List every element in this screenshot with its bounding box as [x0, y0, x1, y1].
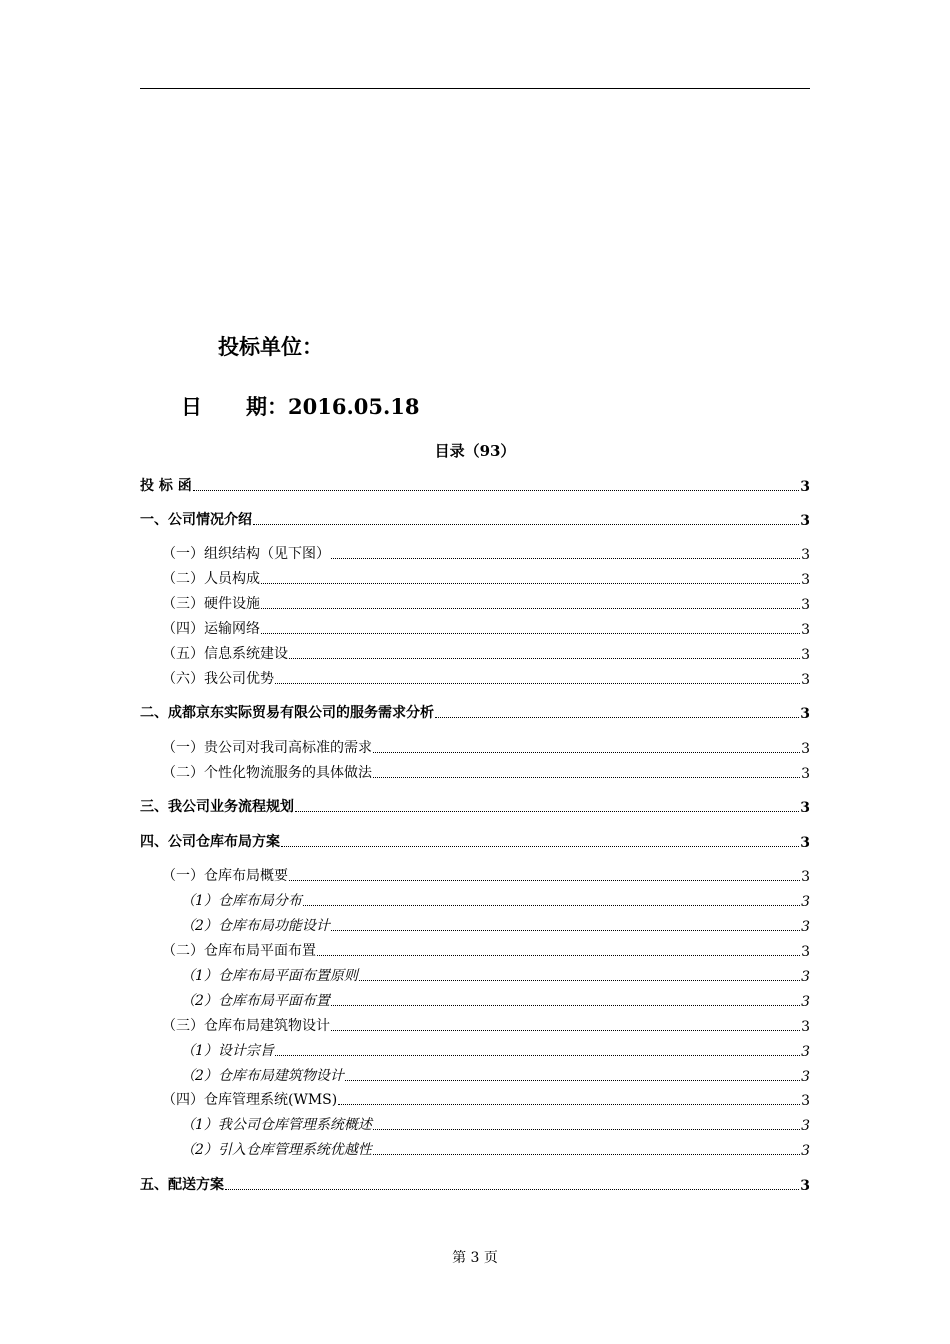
toc-entry-page: 3 [801, 766, 810, 782]
toc-entry[interactable] [162, 1089, 810, 1109]
toc-entry-text: （四）仓库管理系统(WMS) [162, 1092, 338, 1108]
toc-entry-text: （二）个性化物流服务的具体做法 [162, 765, 372, 781]
toc-entry-text: （1）我公司仓库管理系统概述 [181, 1117, 372, 1133]
toc-leader [373, 1154, 800, 1155]
toc-entry-text: （二）人员构成 [162, 571, 260, 587]
toc-leader [373, 752, 800, 753]
toc-entry[interactable] [181, 965, 810, 985]
toc-entry-page: 3 [800, 800, 810, 816]
toc-leader [275, 1055, 800, 1056]
toc-entry[interactable] [162, 568, 810, 588]
footer-prefix: 第 [452, 1250, 467, 1266]
toc-entry[interactable] [181, 890, 810, 910]
date-label-b: 期： [246, 394, 288, 419]
toc-entry[interactable] [140, 831, 810, 851]
toc-entry-text: （1）设计宗旨 [181, 1043, 274, 1059]
toc-entry-page: 3 [801, 547, 810, 563]
toc-entry-page: 3 [801, 1143, 810, 1159]
toc-entry-text: 二、成都京东实际贸易有限公司的服务需求分析 [140, 705, 434, 721]
toc-entry-page: 3 [801, 672, 810, 688]
toc-entry-page: 3 [801, 647, 810, 663]
toc-entry[interactable] [162, 865, 810, 885]
toc-entry-text: （四）运输网络 [162, 621, 260, 637]
toc-entry-page: 3 [801, 572, 810, 588]
toc-entry-text: （三）硬件设施 [162, 596, 260, 612]
toc-entry-page: 3 [801, 919, 810, 935]
toc-entry[interactable] [162, 643, 810, 663]
header-rule [140, 88, 810, 89]
toc-entry-text: （2）仓库布局建筑物设计 [181, 1068, 344, 1084]
toc-leader [261, 608, 800, 609]
toc-entry-text: （二）仓库布局平面布置 [162, 943, 316, 959]
toc-entry-page: 3 [800, 835, 810, 851]
toc-leader [295, 811, 799, 812]
toc-entry-page: 3 [801, 994, 810, 1010]
toc-entry-page: 3 [801, 741, 810, 757]
toc-entry-text: 四、公司仓库布局方案 [140, 834, 280, 850]
toc-entry-page: 3 [801, 1069, 810, 1085]
toc-entry-page: 3 [801, 622, 810, 638]
toc-leader [303, 905, 800, 906]
toc-entry-page: 3 [800, 706, 810, 722]
toc-entry[interactable] [181, 990, 810, 1010]
footer-suffix: 页 [483, 1250, 498, 1266]
bidder-label: 投标单位： [218, 334, 323, 359]
toc-entry-text: （一）贵公司对我司高标准的需求 [162, 740, 372, 756]
toc-entry-page: 3 [801, 1044, 810, 1060]
toc-entry[interactable] [162, 668, 810, 688]
toc-leader [261, 633, 800, 634]
toc-entry-text: （2）仓库布局功能设计 [181, 918, 330, 934]
toc-leader [281, 846, 799, 847]
toc-entry[interactable] [181, 1114, 810, 1134]
page-footer [0, 1247, 950, 1267]
toc-leader [289, 658, 800, 659]
toc-entry[interactable] [181, 1139, 810, 1159]
toc-entry-text: （2）仓库布局平面布置 [181, 993, 330, 1009]
toc-entry[interactable] [181, 1040, 810, 1060]
toc-leader [331, 1005, 800, 1006]
toc-entry-text: （一）组织结构（见下图） [162, 546, 330, 562]
toc-leader [289, 880, 800, 881]
toc-entry[interactable] [162, 940, 810, 960]
toc-leader [345, 1080, 800, 1081]
toc-entry-text: （一）仓库布局概要 [162, 868, 288, 884]
toc-entry-text: （1）仓库布局分布 [181, 893, 302, 909]
toc-leader [317, 955, 800, 956]
toc-title: 目录（93） [434, 442, 516, 460]
toc-entry-text: （三）仓库布局建筑物设计 [162, 1018, 330, 1034]
toc-leader [359, 980, 800, 981]
toc-entry-page: 3 [800, 479, 810, 495]
toc-entry-page: 3 [801, 1019, 810, 1035]
toc-entry-text: 投 标 函 [140, 478, 192, 494]
toc-entry[interactable] [162, 543, 810, 563]
toc-entry[interactable] [140, 509, 810, 529]
toc-entry[interactable] [140, 796, 810, 816]
toc-entry-page: 3 [801, 969, 810, 985]
toc-leader [225, 1189, 799, 1190]
toc-leader [338, 1104, 800, 1105]
footer-page-number: 3 [470, 1250, 480, 1266]
toc-entry-page: 3 [800, 1178, 810, 1194]
toc-entry-text: （1）仓库布局平面布置原则 [181, 968, 358, 984]
toc-leader [275, 683, 800, 684]
toc-entry[interactable] [140, 475, 810, 495]
toc-leader [331, 558, 800, 559]
toc-entry[interactable] [162, 762, 810, 782]
toc-entry-text: （五）信息系统建设 [162, 646, 288, 662]
toc-entry-text: 五、配送方案 [140, 1177, 224, 1193]
toc-entry-page: 3 [801, 1093, 810, 1109]
toc-entry-page: 3 [801, 869, 810, 885]
toc-entry-page: 3 [801, 597, 810, 613]
toc-entry[interactable] [162, 1015, 810, 1035]
toc-leader [193, 490, 800, 491]
toc-entry[interactable] [162, 618, 810, 638]
toc-leader [373, 777, 800, 778]
toc-entry[interactable] [181, 1065, 810, 1085]
toc-entry[interactable] [140, 1174, 810, 1194]
toc-entry-text: （2）引入仓库管理系统优越性 [181, 1142, 372, 1158]
toc-leader [373, 1129, 800, 1130]
toc-entry-text: 三、我公司业务流程规划 [140, 799, 294, 815]
toc-entry-page: 3 [801, 894, 810, 910]
toc-entry-page: 3 [801, 944, 810, 960]
toc-entry[interactable] [140, 702, 810, 722]
date-field [181, 391, 420, 421]
toc-leader [435, 717, 799, 718]
toc-entry[interactable] [162, 593, 810, 613]
toc-entry[interactable] [181, 915, 810, 935]
toc-entry-text: 一、公司情况介绍 [140, 512, 252, 528]
toc-entry-text: （六）我公司优势 [162, 671, 274, 687]
toc-entry-page: 3 [801, 1118, 810, 1134]
toc-leader [331, 930, 800, 931]
toc-entry-page: 3 [800, 513, 810, 529]
date-value: 2016.05.18 [288, 394, 420, 419]
date-label-a: 日 [181, 394, 202, 419]
toc-leader [253, 524, 799, 525]
toc-leader [261, 583, 800, 584]
toc-entry[interactable] [162, 737, 810, 757]
toc-leader [331, 1030, 800, 1031]
bidder-field [218, 331, 323, 361]
